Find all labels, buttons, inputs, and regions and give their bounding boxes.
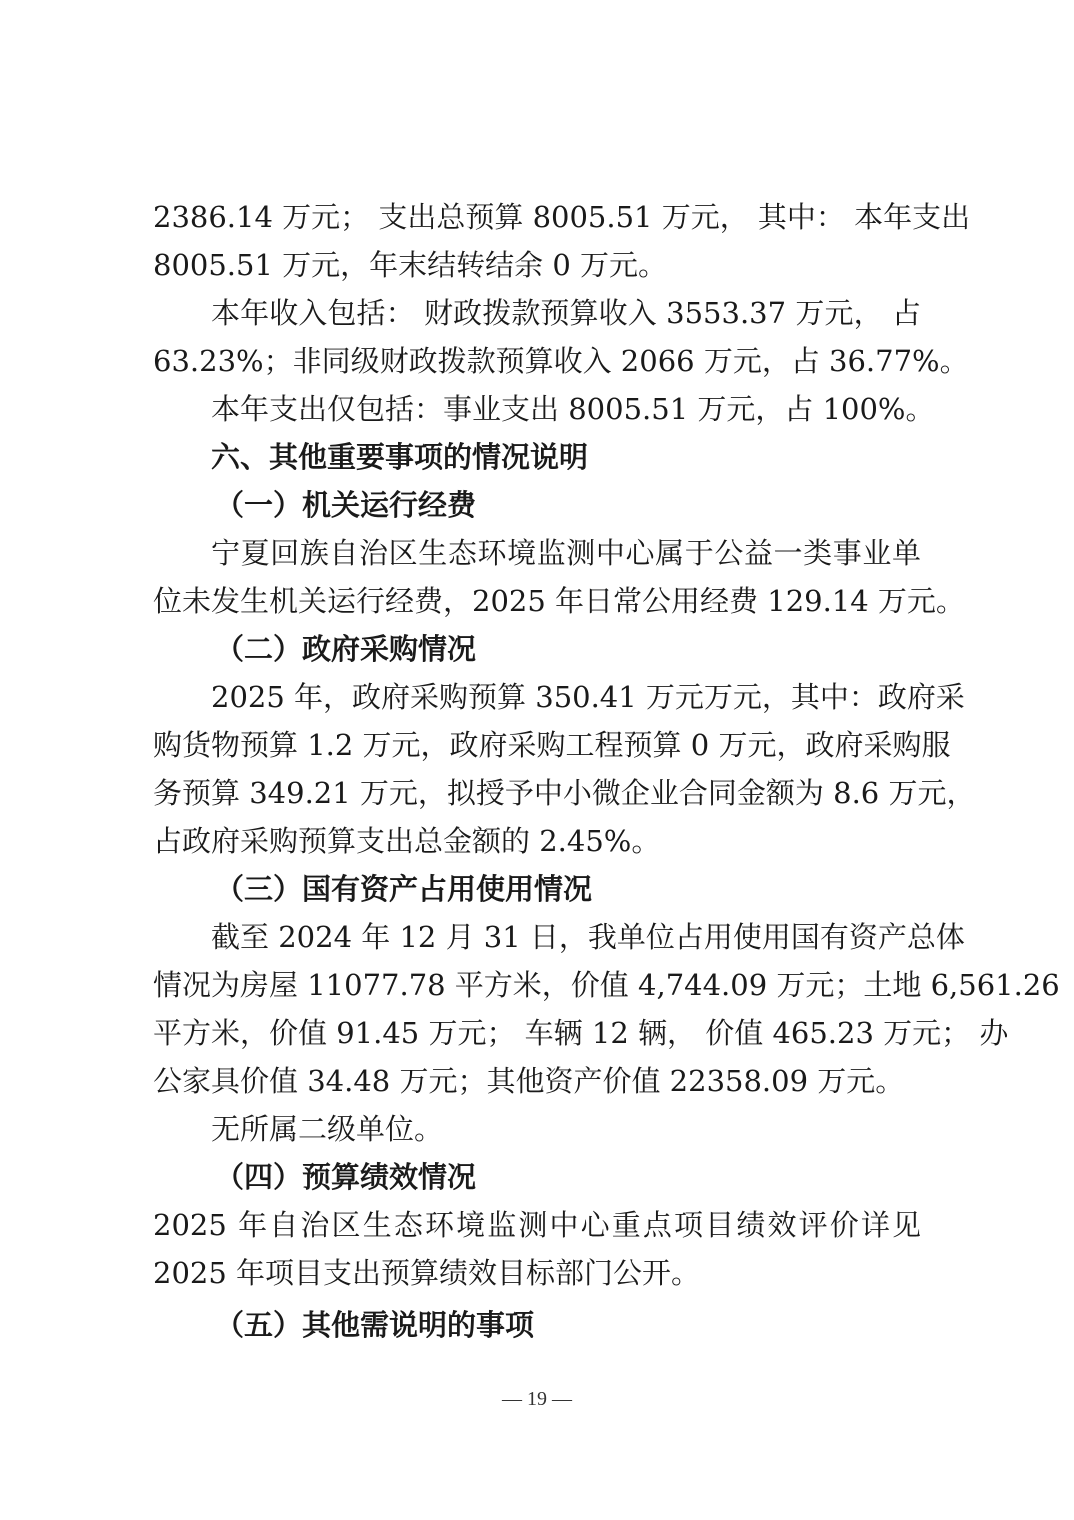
subsection-heading: （一）机关运行经费 bbox=[215, 488, 477, 522]
body-text-line: 平方米，价值 91.45 万元； 车辆 12 辆， 价值 465.23 万元； 办 bbox=[153, 1016, 1009, 1050]
body-text-line: 购货物预算 1.2 万元，政府采购工程预算 0 万元，政府采购服 bbox=[153, 728, 951, 762]
document-body bbox=[153, 193, 1060, 1349]
body-text-line: 本年收入包括： 财政拨款预算收入 3553.37 万元， 占 bbox=[211, 296, 921, 330]
body-text-line: 公家具价值 34.48 万元；其他资产价值 22358.09 万元。 bbox=[153, 1064, 905, 1098]
body-text-line: 本年支出仅包括：事业支出 8005.51 万元，占 100%。 bbox=[211, 392, 935, 426]
body-text-line: 宁夏回族自治区生态环境监测中心属于公益一类事业单 bbox=[211, 536, 921, 570]
subsection-heading: （四）预算绩效情况 bbox=[215, 1160, 477, 1194]
subsection-heading: （二）政府采购情况 bbox=[215, 632, 477, 666]
body-text-line: 无所属二级单位。 bbox=[211, 1112, 444, 1146]
body-text-line: 2025 年自治区生态环境监测中心重点项目绩效评价详见 bbox=[153, 1208, 921, 1242]
page-number: — 19 — bbox=[502, 1388, 572, 1410]
body-text-line: 务预算 349.21 万元，拟授予中小微企业合同金额为 8.6 万元， bbox=[153, 776, 976, 810]
body-text-line: 2025 年项目支出预算绩效目标部门公开。 bbox=[153, 1256, 701, 1290]
section-heading: 六、其他重要事项的情况说明 bbox=[211, 440, 589, 474]
body-text-line: 63.23%；非同级财政拨款预算收入 2066 万元，占 36.77%。 bbox=[153, 344, 969, 378]
body-text-line: 截至 2024 年 12 月 31 日，我单位占用使用国有资产总体 bbox=[211, 920, 965, 954]
subsection-heading: （三）国有资产占用使用情况 bbox=[215, 872, 593, 906]
subsection-heading: （五）其他需说明的事项 bbox=[215, 1308, 535, 1342]
body-text-line: 2386.14 万元； 支出总预算 8005.51 万元， 其中： 本年支出 bbox=[153, 200, 971, 234]
body-text-line: 2025 年，政府采购预算 350.41 万元万元，其中：政府采 bbox=[211, 680, 965, 714]
body-text-line: 情况为房屋 11077.78 平方米，价值 4,744.09 万元；土地 6,561.26 bbox=[153, 968, 1060, 1002]
body-text-line: 位未发生机关运行经费，2025 年日常公用经费 129.14 万元。 bbox=[153, 584, 965, 618]
body-text-line: 占政府采购预算支出总金额的 2.45%。 bbox=[153, 824, 661, 858]
body-text-line: 8005.51 万元，年末结转结余 0 万元。 bbox=[153, 248, 668, 282]
